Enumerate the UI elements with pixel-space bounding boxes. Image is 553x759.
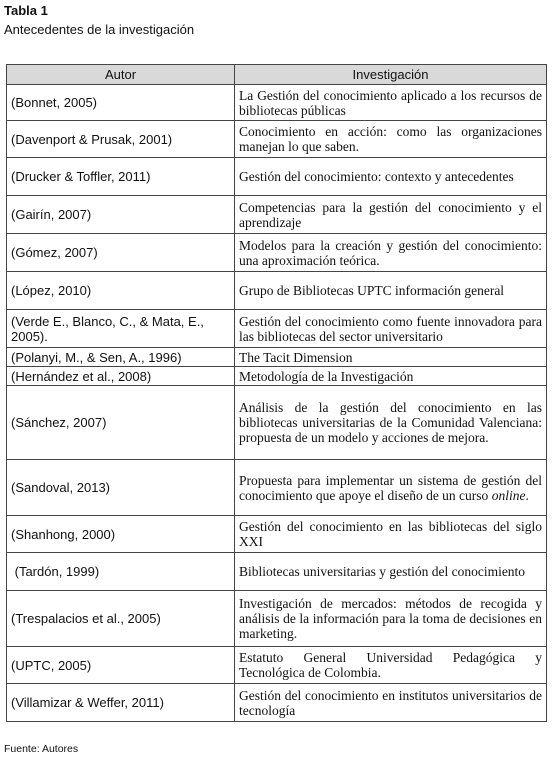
cell-investigacion: Bibliotecas universitarias y gestión del conocimiento (235, 553, 547, 591)
investigacion-text: Propuesta para implementar un sistema de gestión del conocimiento que apoye el diseño de un curso (239, 472, 542, 503)
cell-autor: (Trespalacios et al., 2005) (7, 591, 235, 647)
table-caption-subtitle: Antecedentes de la investigación (4, 22, 195, 37)
cell-investigacion: Gestión del conocimiento en las bibliotecas del siglo XXI (235, 516, 547, 553)
cell-autor: (UPTC, 2005) (7, 647, 235, 684)
cell-investigacion: Conocimiento en acción: como las organizaciones manejan lo que saben. (235, 121, 547, 158)
antecedentes-table (6, 64, 547, 722)
cell-autor: (Hernández et al., 2008) (7, 367, 235, 386)
table-row (7, 684, 547, 722)
cell-autor: (Drucker & Toffler, 2011) (7, 158, 235, 196)
table-row (7, 553, 547, 591)
cell-investigacion: Modelos para la creación y gestión del conocimiento: una aproximación teórica. (235, 234, 547, 272)
cell-investigacion (235, 460, 547, 516)
cell-autor: (Shanhong, 2000) (7, 516, 235, 553)
table-row (7, 460, 547, 516)
table-row (7, 591, 547, 647)
cell-investigacion: Competencias para la gestión del conocimiento y el aprendizaje (235, 196, 547, 234)
table-row (7, 196, 547, 234)
cell-investigacion: Gestión del conocimiento: contexto y antecedentes (235, 158, 547, 196)
cell-autor: (Sandoval, 2013) (7, 460, 235, 516)
cell-investigacion: Investigación de mercados: métodos de recogida y análisis de la información para la toma de decisiones en marketing. (235, 591, 547, 647)
header-autor: Autor (7, 65, 235, 85)
table-row (7, 348, 547, 367)
table-source-note: Fuente: Autores (4, 743, 79, 755)
cell-autor: (Sánchez, 2007) (7, 386, 235, 460)
cell-autor: (Verde E., Blanco, C., & Mata, E., 2005). (7, 310, 235, 348)
table-row (7, 158, 547, 196)
table-row (7, 85, 547, 121)
table-row (7, 647, 547, 684)
cell-investigacion: The Tacit Dimension (235, 348, 547, 367)
header-investigacion: Investigación (235, 65, 547, 85)
table-caption-title: Tabla 1 (4, 3, 48, 18)
table-row (7, 386, 547, 460)
investigacion-italic-text: online (491, 487, 526, 503)
table-row (7, 310, 547, 348)
cell-investigacion: Estatuto General Universidad Pedagógica y Tecnológica de Colombia. (235, 647, 547, 684)
cell-autor: (Gómez, 2007) (7, 234, 235, 272)
cell-investigacion: Grupo de Bibliotecas UPTC información general (235, 272, 547, 310)
table-row (7, 121, 547, 158)
cell-autor: (Bonnet, 2005) (7, 85, 235, 121)
table-row (7, 516, 547, 553)
cell-autor: (Gairín, 2007) (7, 196, 235, 234)
cell-investigacion: Gestión del conocimiento en institutos universitarios de tecnología (235, 684, 547, 722)
cell-investigacion: Análisis de la gestión del conocimiento en las bibliotecas universitarias de la Comunidad Valenciana: propuesta de un modelo y acciones de mejora. (235, 386, 547, 460)
cell-autor: (López, 2010) (7, 272, 235, 310)
cell-investigacion: La Gestión del conocimiento aplicado a los recursos de bibliotecas públicas (235, 85, 547, 121)
cell-investigacion: Metodología de la Investigación (235, 367, 547, 386)
table-row (7, 234, 547, 272)
cell-autor: (Davenport & Prusak, 2001) (7, 121, 235, 158)
table-header-row (7, 65, 547, 85)
cell-investigacion: Gestión del conocimiento como fuente innovadora para las bibliotecas del sector universitario (235, 310, 547, 348)
cell-autor: (Polanyi, M., & Sen, A., 1996) (7, 348, 235, 367)
table-row (7, 272, 547, 310)
table-row (7, 367, 547, 386)
investigacion-tail-text: . (525, 487, 529, 503)
cell-autor: (Villamizar & Weffer, 2011) (7, 684, 235, 722)
cell-autor: (Tardón, 1999) (7, 553, 235, 591)
